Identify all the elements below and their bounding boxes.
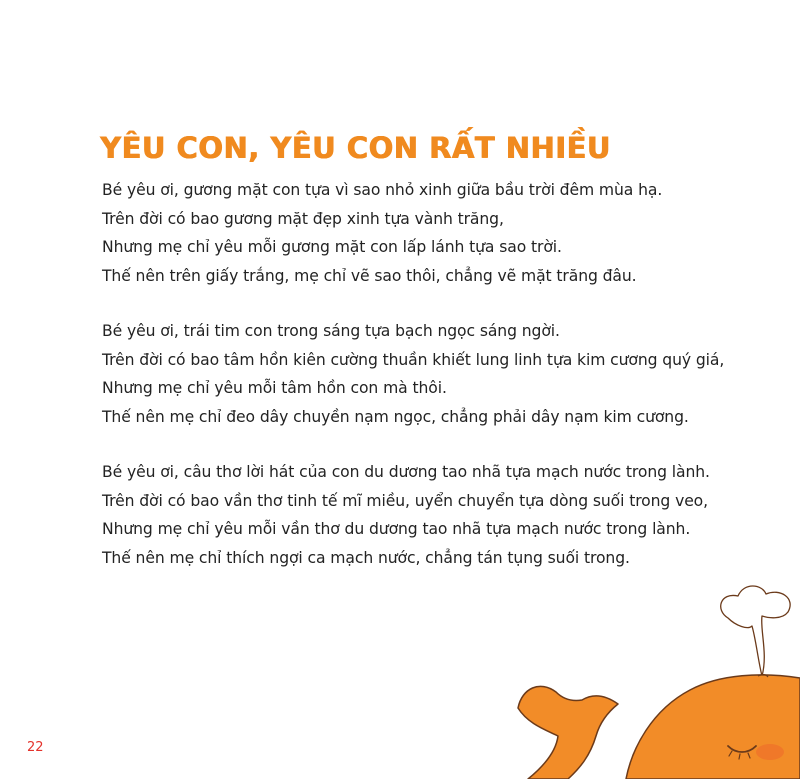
whale-icon — [500, 570, 800, 779]
whale-body-icon — [626, 675, 800, 779]
poem-line: Nhưng mẹ chỉ yêu mỗi gương mặt con lấp lánh tựa sao trời. — [102, 238, 562, 256]
poem — [102, 176, 792, 599]
poem-line: Nhưng mẹ chỉ yêu mỗi vần thơ du dương tao nhã tựa mạch nước trong lành. — [102, 520, 691, 538]
page-number: 22 — [27, 740, 44, 755]
page-title: YÊU CON, YÊU CON RẤT NHIỀU — [100, 131, 611, 166]
poem-line: Thế nên mẹ chỉ thích ngợi ca mạch nước, chẳng tán tụng suối trong. — [102, 548, 630, 567]
poem-line: Thế nên trên giấy trắng, mẹ chỉ vẽ sao thôi, chẳng vẽ mặt trăng đâu. — [102, 266, 637, 285]
poem-line: Trên đời có bao tâm hồn kiên cường thuần khiết lung linh tựa kim cương quý giá, — [102, 350, 725, 369]
stanza-1 — [102, 176, 792, 290]
stanza-3 — [102, 458, 792, 572]
poem-line: Bé yêu ơi, gương mặt con tựa vì sao nhỏ xinh giữa bầu trời đêm mùa hạ. — [102, 181, 663, 199]
poem-line: Thế nên mẹ chỉ đeo dây chuyền nạm ngọc, chẳng phải dây nạm kim cương. — [102, 407, 689, 426]
poem-line: Nhưng mẹ chỉ yêu mỗi tâm hồn con mà thôi. — [102, 379, 447, 397]
poem-line: Bé yêu ơi, câu thơ lời hát của con du dương tao nhã tựa mạch nước trong lành. — [102, 463, 710, 481]
stanza-2 — [102, 317, 792, 431]
water-spout-icon — [721, 586, 790, 676]
whale-tail-icon — [518, 686, 618, 779]
poem-line: Trên đời có bao gương mặt đẹp xinh tựa vành trăng, — [102, 209, 504, 228]
poem-line: Trên đời có bao vần thơ tinh tế mĩ miều, uyển chuyển tựa dòng suối trong veo, — [102, 491, 708, 510]
poem-line: Bé yêu ơi, trái tim con trong sáng tựa bạch ngọc sáng ngời. — [102, 322, 560, 340]
